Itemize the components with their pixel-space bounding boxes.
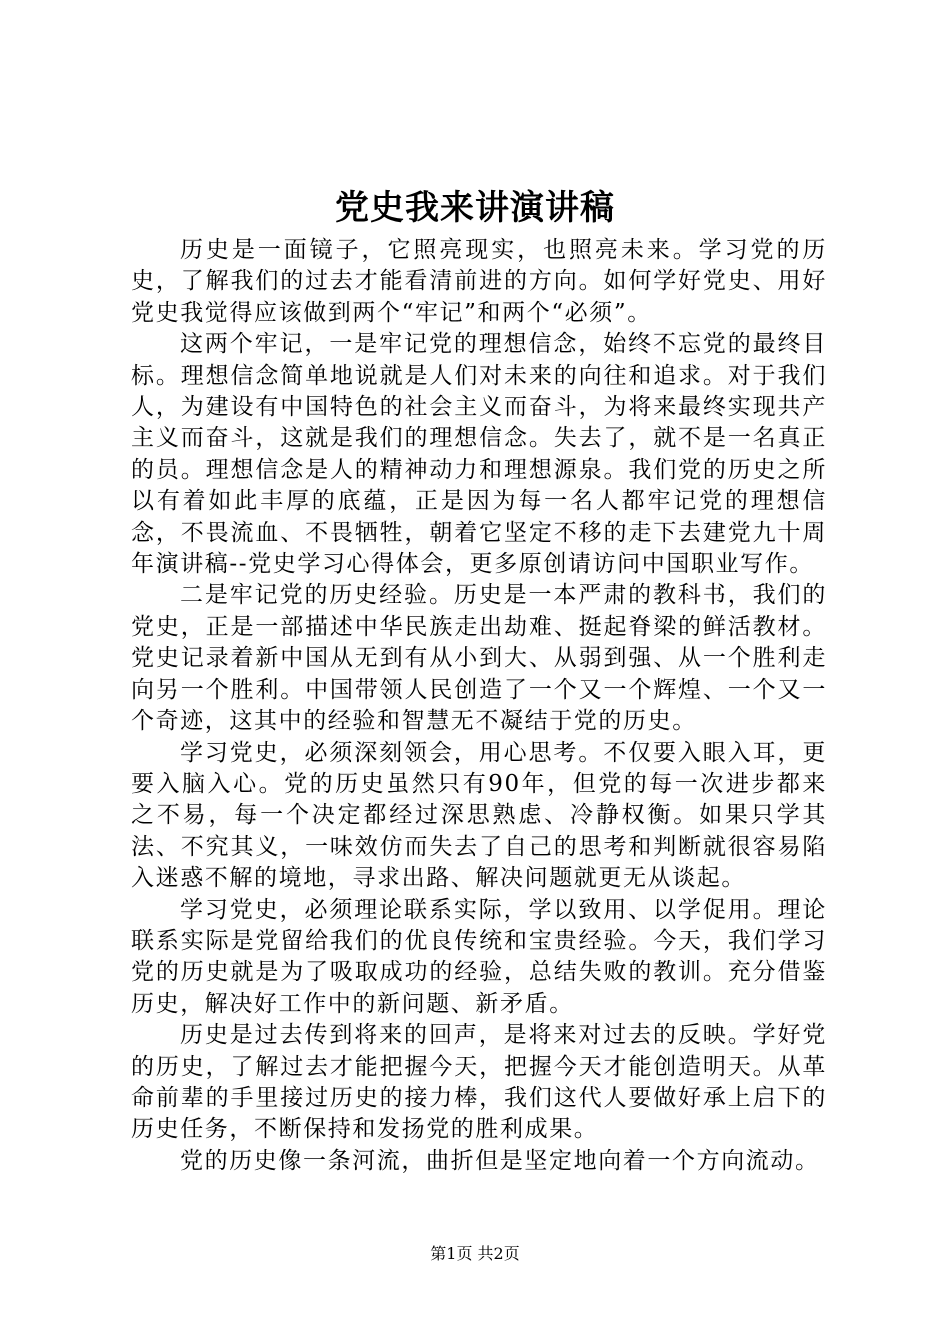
paragraph-3: 二是牢记党的历史经验。历史是一本严肃的教科书，我们的党史，正是一部描述中华民族走出劫难、挺起脊梁的鲜活教材。党史记录着新中国从无到有从小到大、从弱到强、从一个胜利走向另一个胜利。中国带领人民创造了一个又一个辉煌、一个又一个奇迹，这其中的经验和智慧无不凝结于党的历史。: [131, 582, 827, 735]
document-body: [131, 235, 827, 1177]
paragraph-4: 学习党史，必须深刻领会，用心思考。不仅要入眼入耳，更要入脑入心。党的历史虽然只有90年，但党的每一次进步都来之不易，每一个决定都经过深思熟虑、冷静权衡。如果只学其法、不究其义，一味效仿而失去了自己的思考和判断就很容易陷入迷惑不解的境地，寻求出路、解决问题就更无从谈起。: [131, 739, 827, 892]
paragraph-1: 历史是一面镜子，它照亮现实，也照亮未来。学习党的历史，了解我们的过去才能看清前进的方向。如何学好党史、用好党史我觉得应该做到两个“牢记”和两个“必须”。: [131, 237, 827, 326]
paragraph-7: 党的历史像一条河流，曲折但是坚定地向着一个方向流动。: [180, 1147, 820, 1174]
paragraph-6: 历史是过去传到将来的回声，是将来对过去的反映。学好党的历史，了解过去才能把握今天，把握今天才能创造明天。从革命前辈的手里接过历史的接力棒，我们这代人要做好承上启下的历史任务，不断保持和发扬党的胜利成果。: [131, 1022, 827, 1143]
document-title: 党史我来讲演讲稿: [335, 188, 615, 228]
paragraph-5: 学习党史，必须理论联系实际，学以致用、以学促用。理论联系实际是党留给我们的优良传统和宝贵经验。今天，我们学习党的历史就是为了吸取成功的经验，总结失败的教训。充分借鉴历史，解决好工作中的新问题、新矛盾。: [131, 896, 827, 1017]
paragraph-2: 这两个牢记，一是牢记党的理想信念，始终不忘党的最终目标。理想信念简单地说就是人们对未来的向往和追求。对于我们人，为建设有中国特色的社会主义而奋斗，为将来最终实现共产主义而奋斗，这就是我们的理想信念。失去了，就不是一名真正的员。理想信念是人的精神动力和理想源泉。我们党的历史之所以有着如此丰厚的底蕴，正是因为每一名人都牢记党的理想信念，不畏流血、不畏牺牲，朝着它坚定不移的走下去建党九十周年演讲稿--党史学习心得体会，更多原创请访问中国职业写作。: [131, 331, 827, 578]
page-number-footer: 第1页 共2页: [430, 1244, 520, 1263]
